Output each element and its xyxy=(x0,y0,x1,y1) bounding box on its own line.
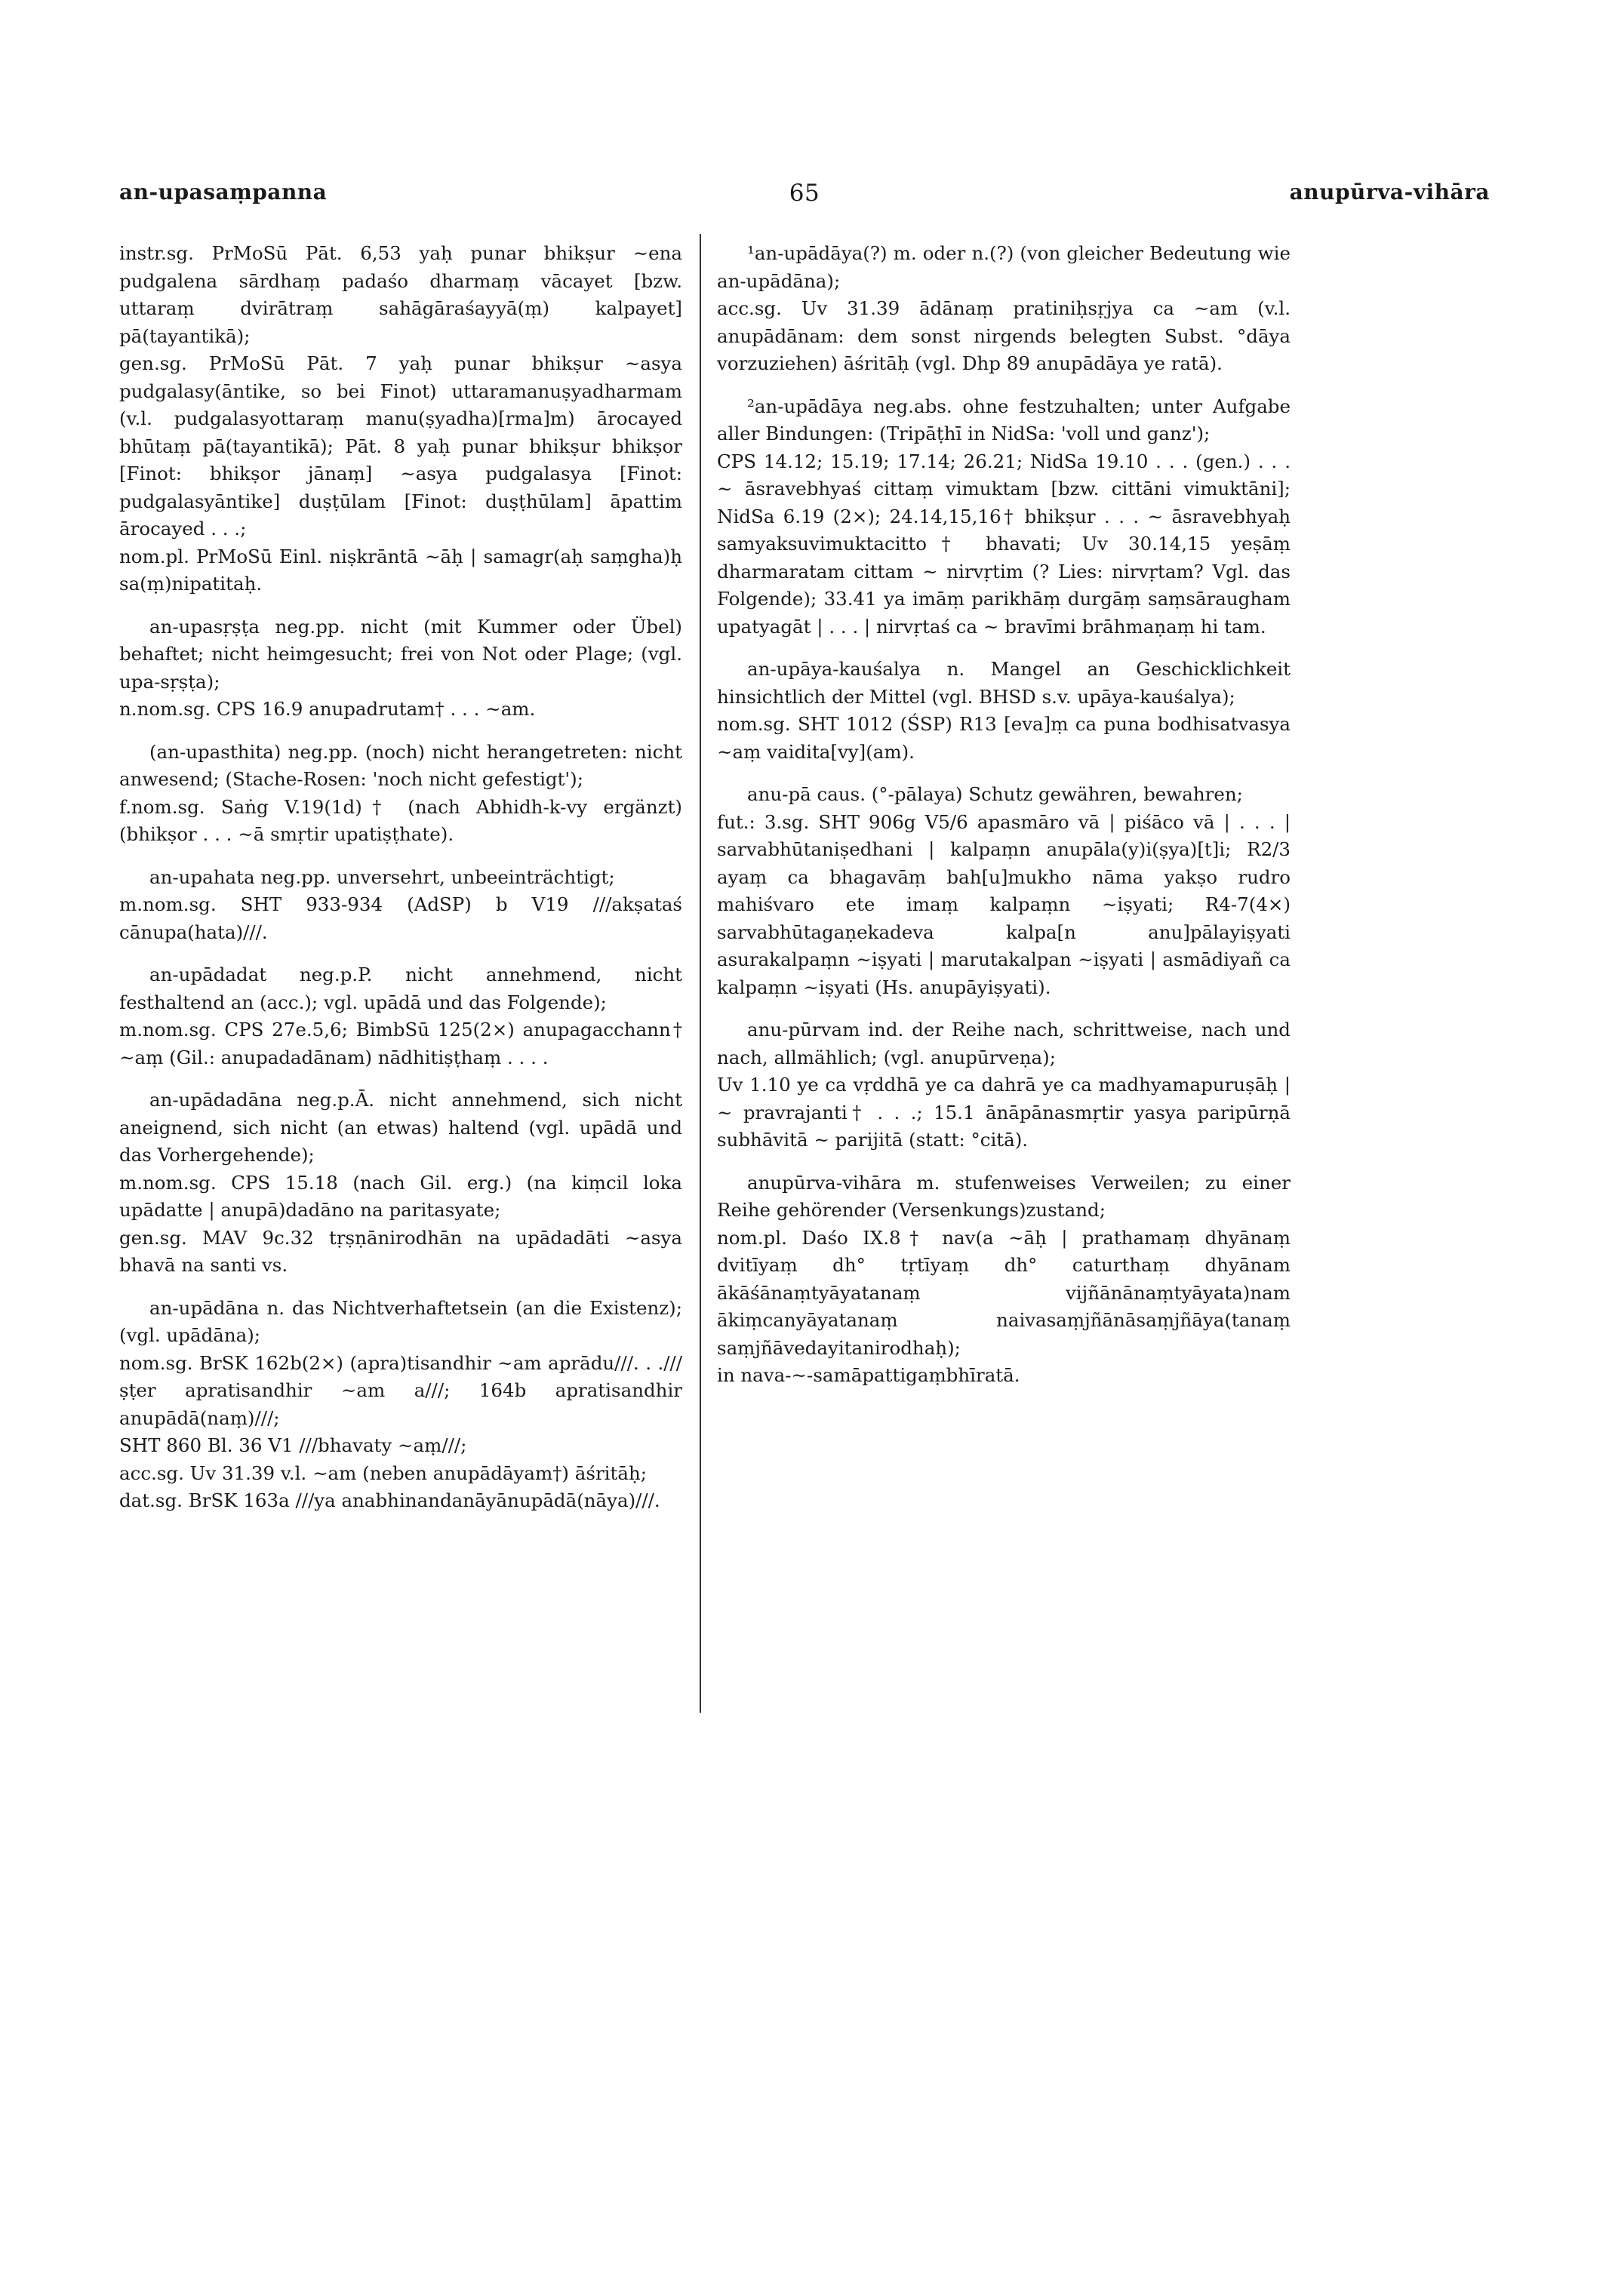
entry-text: in nava-~-samāpattigaṃbhīratā. xyxy=(717,1364,1020,1386)
dictionary-entry-an-upasthita xyxy=(119,739,682,849)
dictionary-entry-an-upadadat xyxy=(119,961,682,1071)
left-column xyxy=(119,240,682,1530)
entry-text: acc.sg. Uv 31.39 ādānaṃ pratiniḥsṛjya ca ~am (v.l. anupādānam: dem sonst nirgends belegten Subst. °dāya vorzuziehen) āśritāḥ (vgl. Dhp 89 anupādāya ye ratā). xyxy=(717,297,1291,374)
entry-text: nom.sg. BrSK 162b(2×) (apra)tisandhir ~am aprādu///. . .///ṣṭer apratisandhir ~am a///; 164b apratisandhir anupādā(naṃ)///; xyxy=(119,1351,682,1429)
entry-text: instr.sg. PrMoSū Pāt. 6,53 yaḥ punar bhikṣur ~ena pudgalena sārdhaṃ padaśo dharmaṃ vācayet [bzw. uttaraṃ dvirātraṃ sahāgāraśayyā(ṃ) kalpayet] pā(tayantikā); xyxy=(119,242,682,347)
page-number: 65 xyxy=(789,180,820,207)
entry-text: m.nom.sg. SHT 933-934 (AdSP) b V19 ///akṣataś cānupa(hata)///. xyxy=(119,893,682,943)
dictionary-entry-an-upadana xyxy=(119,1295,682,1515)
entry-text: Uv 1.10 ye ca vṛddhā ye ca dahrā ye ca madhyamapuruṣāḥ | ~ pravrajanti† . . .; 15.1 ānāpānasmṛtir yasya paripūrṇā subhāvitā ~ parijitā (statt: °citā). xyxy=(717,1074,1291,1151)
dictionary-entry-an-upaya-kausalya xyxy=(717,656,1291,766)
entry-text: SHT 860 Bl. 36 V1 ///bhavaty ~aṃ///; xyxy=(119,1434,467,1456)
dictionary-entry-an-upahata xyxy=(119,864,682,947)
entry-headword: an-upādadāna neg.p.Ā. nicht annehmend, sich nicht aneignend, sich nicht (an etwas) haltend (vgl. upādā und das Vorhergehende); xyxy=(119,1089,682,1166)
entry-text: fut.: 3.sg. SHT 906g V5/6 apasmāro vā | piśāco vā | . . . | sarvabhūtaniṣedhani | kalpaṃn anupāla(y)i(ṣya)[t]i; R2/3 ayaṃ ca bhagavāṃ bah[u]mukho nāma yakṣo rudro mahiśvaro ete imaṃ kalpaṃn ~iṣyati; R4-7(4×) sarvabhūtagaṇekadeva kalpa[n anu]pālayiṣyati asurakalpaṃn ~iṣyati | marutakalpan ~iṣyati | asmādiyañ ca kalpaṃn ~iṣyati (Hs. anupāyiṣyati). xyxy=(717,810,1291,998)
entry-text: gen.sg. MAV 9c.32 tṛṣṇānirodhān na upādadāti ~asya bhavā na santi vs. xyxy=(119,1226,682,1276)
dictionary-entry-an-upadaya-2 xyxy=(717,393,1291,641)
entry-headword: an-upahata neg.pp. unversehrt, unbeeinträchtigt; xyxy=(149,865,615,888)
entry-headword: ¹an-upādāya(?) m. oder n.(?) (von gleicher Bedeutung wie an-upādāna); xyxy=(717,242,1291,292)
entry-headword: (an-upasthita) neg.pp. (noch) nicht herangetreten: nicht anwesend; (Stache-Rosen: 'noch nicht gefestigt'); xyxy=(119,740,682,790)
entry-text: nom.pl. Daśo IX.8† nav(a ~āḥ | prathamaṃ dhyānaṃ dvitīyaṃ dh° tṛtīyaṃ dh° caturthaṃ dhyānam ākāśānaṃtyāyatanaṃ vijñānānaṃtyāyata)nam ākiṃcanyāyatanaṃ naivasaṃjñānāsaṃjñāya(tanaṃ saṃjñāvedayitanirodhaḥ); xyxy=(717,1226,1291,1359)
entry-headword: an-upāya-kauśalya n. Mangel an Geschicklichkeit hinsichtlich der Mittel (vgl. BHSD s.v. upāya-kauśalya); xyxy=(717,658,1291,708)
header-left-catchword: an-upasaṃpanna xyxy=(119,180,328,204)
entry-text: acc.sg. Uv 31.39 v.l. ~am (neben anupādāyam†) āśritāḥ; xyxy=(119,1462,647,1484)
page-header xyxy=(119,180,1490,210)
dictionary-entry-an-upadaya-1 xyxy=(717,240,1291,378)
dictionary-entry-anupurva-vihara xyxy=(717,1170,1291,1390)
entry-text: CPS 14.12; 15.19; 17.14; 26.21; NidSa 19.10 . . . (gen.) . . . ~ āsravebhyaś cittaṃ vimuktam [bzw. cittāni vimuktāni]; NidSa 6.19 (2×); 24.14,15,16† bhikṣur . . . ~ āsravebhyaḥ samyaksuvimuktacitto† bhavati; Uv 30.14,15 yeṣāṃ dharmaratam cittam ~ nirvṛtim (? Lies: nirvṛtam? Vgl. das Folgende); 33.41 ya imāṃ parikhāṃ durgāṃ saṃsāraugham upatyagāt | . . . | nirvṛtaś ca ~ bravīmi brāhmaṇaṃ hi tam. xyxy=(717,450,1291,638)
dictionary-entry-an-upasrsta xyxy=(119,613,682,724)
entry-headword: an-upasṛṣṭa neg.pp. nicht (mit Kummer oder Übel) behaftet; nicht heimgesucht; frei von Not oder Plage; (vgl. upa-sṛṣṭa); xyxy=(119,615,682,693)
dictionary-entry-anu-purvam xyxy=(717,1016,1291,1154)
entry-headword: an-upādāna n. das Nichtverhaftetsein (an die Existenz); (vgl. upādāna); xyxy=(119,1296,682,1346)
column-divider xyxy=(700,234,701,1713)
dictionary-entry-an-upadadana xyxy=(119,1087,682,1280)
entry-text: nom.sg. SHT 1012 (ŚSP) R13 [eva]ṃ ca puna bodhisatvasya ~aṃ vaidita[vy](am). xyxy=(717,713,1291,763)
entry-text: nom.pl. PrMoSū Einl. niṣkrāntā ~āḥ | samagr(aḥ saṃgha)ḥ sa(ṃ)nipatitaḥ. xyxy=(119,545,682,595)
entry-text: gen.sg. PrMoSū Pāt. 7 yaḥ punar bhikṣur ~asya pudgalasy(āntike, so bei Finot) uttaramanuṣyadharmam (v.l. pudgalasyottaraṃ manu(ṣyadha)[rma]m) ārocayed bhūtaṃ pā(tayantikā); Pāt. 8 yaḥ punar bhikṣur bhikṣor [Finot: bhikṣor jānaṃ] ~asya pudgalasya [Finot: pudgalasyāntike] duṣṭūlam [Finot: duṣṭhūlam] āpattim ārocayed . . .; xyxy=(119,352,682,539)
entry-text: m.nom.sg. CPS 15.18 (nach Gil. erg.) (na kiṃcil loka upādatte | anupā)dadāno na paritasyate; xyxy=(119,1171,682,1221)
entry-headword: anu-pā caus. (°-pālaya) Schutz gewähren, bewahren; xyxy=(747,783,1243,805)
entry-text: dat.sg. BrSK 163a ///ya anabhinandanāyānupādā(nāya)///. xyxy=(119,1489,660,1511)
entry-headword: anu-pūrvam ind. der Reihe nach, schrittweise, nach und nach, allmählich; (vgl. anupūrveṇa); xyxy=(717,1019,1291,1068)
entry-text: n.nom.sg. CPS 16.9 anupadrutam† . . . ~am. xyxy=(119,698,536,720)
dictionary-entry-continuation xyxy=(119,240,682,598)
entry-headword: an-upādadat neg.p.P. nicht annehmend, nicht festhaltend an (acc.); vgl. upādā und das Folgende); xyxy=(119,964,682,1013)
dictionary-entry-anu-pa xyxy=(717,781,1291,1001)
entry-headword: ²an-upādāya neg.abs. ohne festzuhalten; unter Aufgabe aller Bindungen: (Tripāṭhī in NidSa: 'voll und ganz'); xyxy=(717,395,1291,444)
entry-text: m.nom.sg. CPS 27e.5,6; BimbSū 125(2×) anupagacchann† ~aṃ (Gil.: anupadadānam) nādhitiṣṭhaṃ . . . . xyxy=(119,1019,682,1068)
header-right-catchword: anupūrva-vihāra xyxy=(1289,180,1490,204)
right-column xyxy=(717,240,1291,1405)
entry-text: f.nom.sg. Saṅg V.19(1d)† (nach Abhidh-k-vy ergänzt) (bhikṣor . . . ~ā smṛtir upatiṣṭhate). xyxy=(119,795,682,845)
entry-headword: anupūrva-vihāra m. stufenweises Verweilen; zu einer Reihe gehörender (Versenkungs)zustand; xyxy=(717,1171,1291,1221)
